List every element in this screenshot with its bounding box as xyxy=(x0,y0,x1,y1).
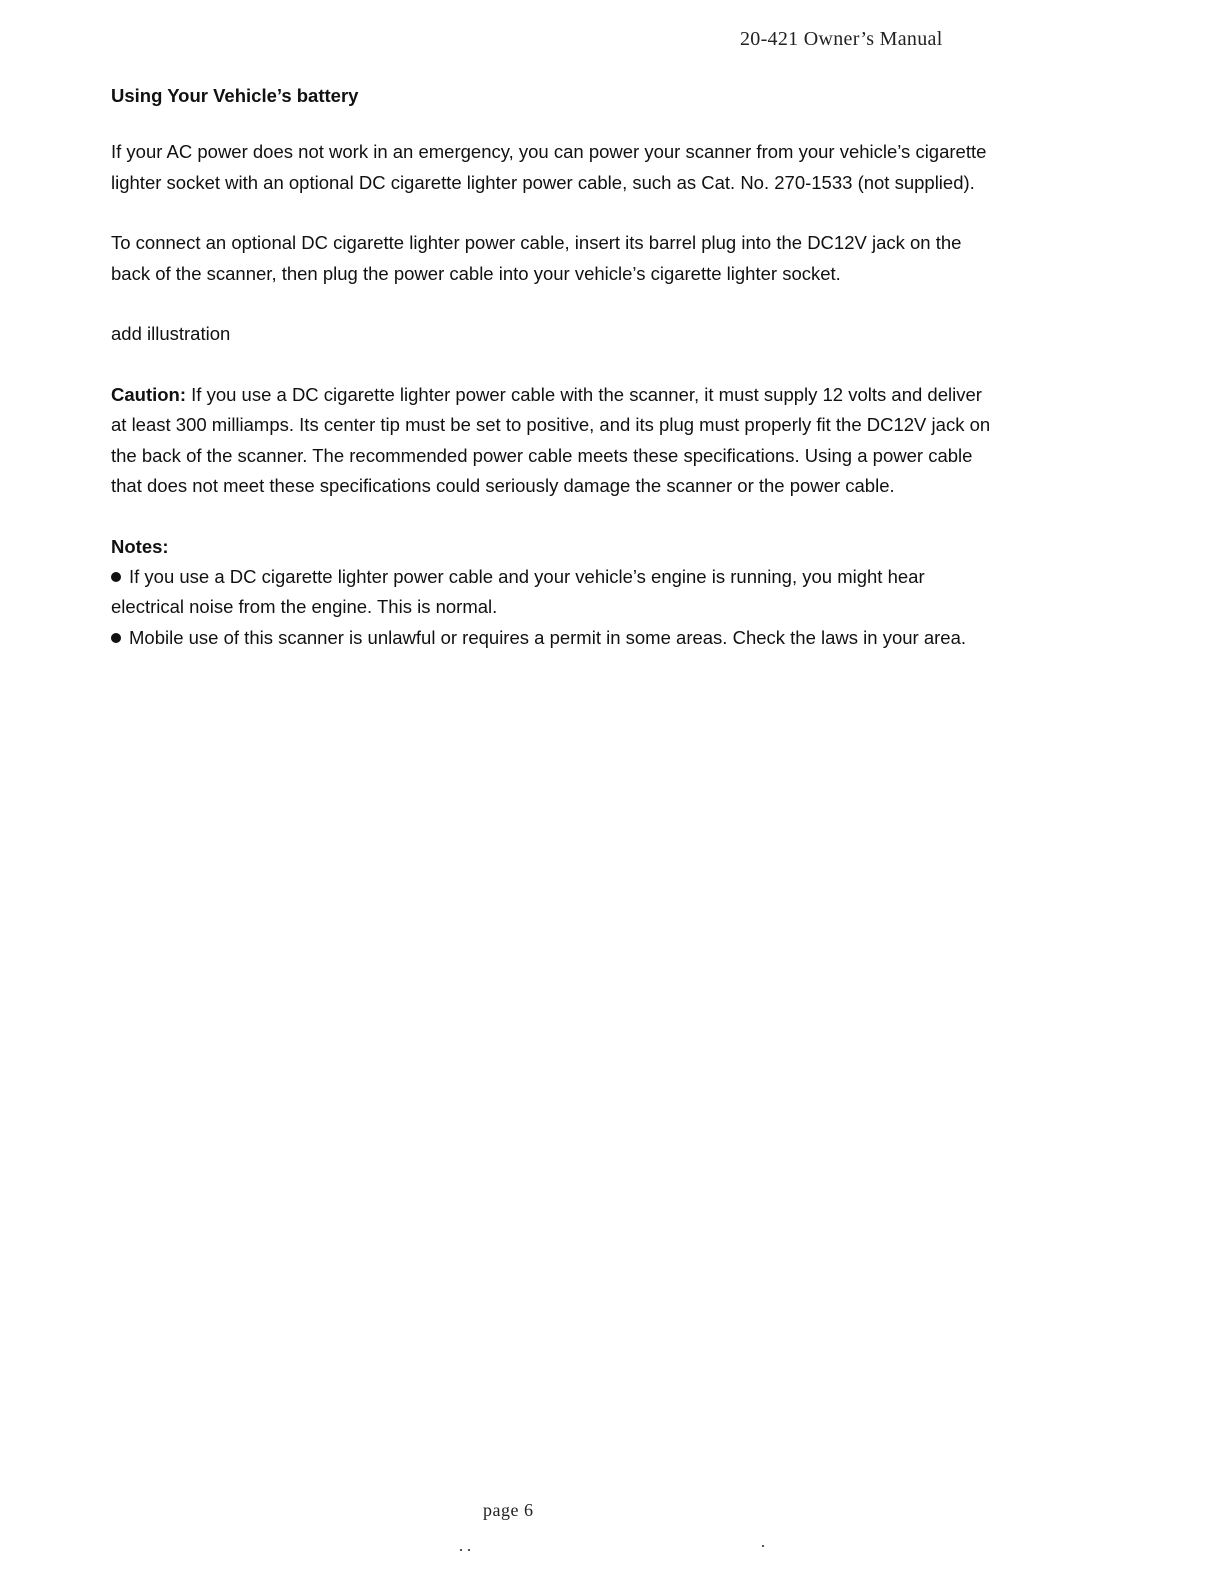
notes-heading: Notes: xyxy=(111,535,169,557)
caution-text: If you use a DC cigarette lighter power cable with the scanner, it must supply 12 volts and deliver at least 300 milliamps. Its center tip must be set to positive, and its plug must properly fit the DC12V jack on the back of the scanner. The recommended power cable meets these specifications. Using a power cable that does not meet these specifications could seriously damage the scanner or the power cable. xyxy=(111,383,991,496)
list-item xyxy=(111,623,991,654)
caution-paragraph xyxy=(111,380,991,502)
list-item xyxy=(111,562,991,623)
note-text: If you use a DC cigarette lighter power cable and your vehicle’s engine is running, you might hear electrical noise from the engine. This is normal. xyxy=(111,565,925,617)
bullet-icon xyxy=(111,633,121,643)
notes-list xyxy=(111,562,991,654)
page-number: page 6 xyxy=(483,1500,534,1520)
scan-speck xyxy=(468,1549,470,1551)
section-heading: Using Your Vehicle’s battery xyxy=(111,85,359,106)
scan-speck xyxy=(460,1549,462,1551)
paragraph-intro: If your AC power does not work in an emergency, you can power your scanner from your vehicle’s cigarette lighter socket with an optional DC cigarette lighter power cable, such as Cat. No. 270-1533 (not supplied). xyxy=(111,141,987,193)
caution-label: Caution: xyxy=(111,383,187,405)
paragraph-illustration-note: add illustration xyxy=(111,323,231,344)
scan-speck xyxy=(762,1545,764,1547)
bullet-icon xyxy=(111,572,121,582)
note-text: Mobile use of this scanner is unlawful or requires a permit in some areas. Check the laws in your area. xyxy=(129,626,966,648)
document-header-title: 20-421 Owner’s Manual xyxy=(740,28,943,50)
page-content xyxy=(111,82,991,653)
paragraph-connect: To connect an optional DC cigarette lighter power cable, insert its barrel plug into the DC12V jack on the back of the scanner, then plug the power cable into your vehicle’s cigarette lighter socket. xyxy=(111,232,962,284)
